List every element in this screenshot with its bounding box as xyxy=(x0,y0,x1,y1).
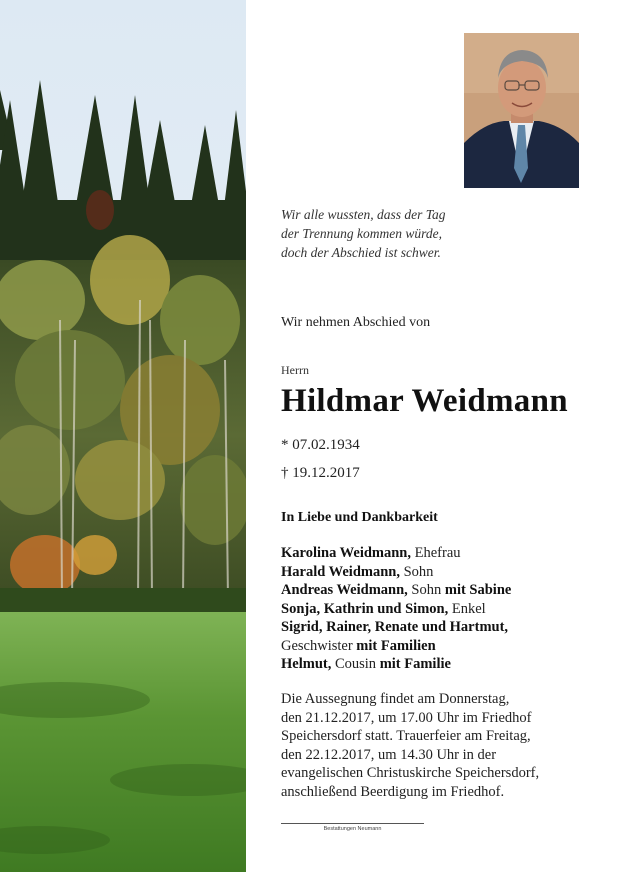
mourner-name: Karolina Weidmann, xyxy=(281,545,411,561)
mourner-entry xyxy=(281,618,511,637)
ceremony-line: den 22.12.2017, um 14.30 Uhr in der xyxy=(281,746,497,763)
mourner-extra: mit Familien xyxy=(356,637,436,654)
forest-landscape-photo xyxy=(0,0,246,872)
ceremony-line: Die Aussegnung findet am Donnerstag, xyxy=(281,691,510,707)
mourner-entry xyxy=(281,637,511,656)
ceremony-line: anschließend Beerdigung im Friedhof. xyxy=(281,783,505,800)
ceremony-line: den 21.12.2017, um 17.00 Uhr im Friedhof xyxy=(281,709,532,726)
dedication-line: In Liebe und Dankbarkeit xyxy=(281,510,438,525)
mourner-name: Andreas Weidmann, xyxy=(281,582,408,598)
farewell-heading: Wir nehmen Abschied von xyxy=(281,315,431,330)
salutation: Herrn xyxy=(281,363,309,377)
mourners-list xyxy=(281,544,511,674)
memorial-quote xyxy=(281,205,581,262)
mourner-entry xyxy=(281,563,511,582)
quote-line: Wir alle wussten, dass der Tag xyxy=(281,207,446,222)
mourner-name: Sigrid, Rainer, Renate und Hartmut, xyxy=(281,619,509,635)
mourner-name: Helmut, xyxy=(281,656,332,672)
mourner-entry xyxy=(281,600,511,619)
mourner-relation: Ehefrau xyxy=(411,545,461,561)
birth-date: * 07.02.1934 xyxy=(281,437,360,453)
quote-line: der Trennung kommen würde, xyxy=(281,226,442,241)
ceremony-line: Speichersdorf statt. Trauerfeier am Freitag, xyxy=(281,728,531,744)
quote-line: doch der Abschied ist schwer. xyxy=(281,245,441,260)
mourner-entry xyxy=(281,544,511,563)
mourner-relation: Enkel xyxy=(448,600,486,617)
mourner-entry xyxy=(281,655,511,674)
mourner-entry xyxy=(281,581,511,600)
mourner-extra: mit Sabine xyxy=(444,582,512,598)
mourner-relation: Sohn xyxy=(407,582,445,598)
mourner-relation: Sohn xyxy=(399,563,434,580)
deceased-name: Hildmar Weidmann xyxy=(281,383,568,419)
ceremony-details xyxy=(281,690,581,801)
ceremony-line: evangelischen Christuskirche Speichersdorf, xyxy=(281,765,540,781)
mourner-relation: Cousin xyxy=(331,656,380,672)
footer-divider xyxy=(281,823,424,824)
mourner-relation: Geschwister xyxy=(281,637,357,654)
funeral-home-credit: Bestattungen Neumann xyxy=(323,826,382,832)
mourner-name: Harald Weidmann, xyxy=(281,563,400,580)
mourner-extra: mit Familie xyxy=(379,656,451,672)
mourner-name: Sonja, Kathrin und Simon, xyxy=(281,600,449,617)
death-date: † 19.12.2017 xyxy=(281,465,360,481)
portrait-photo xyxy=(464,33,579,188)
